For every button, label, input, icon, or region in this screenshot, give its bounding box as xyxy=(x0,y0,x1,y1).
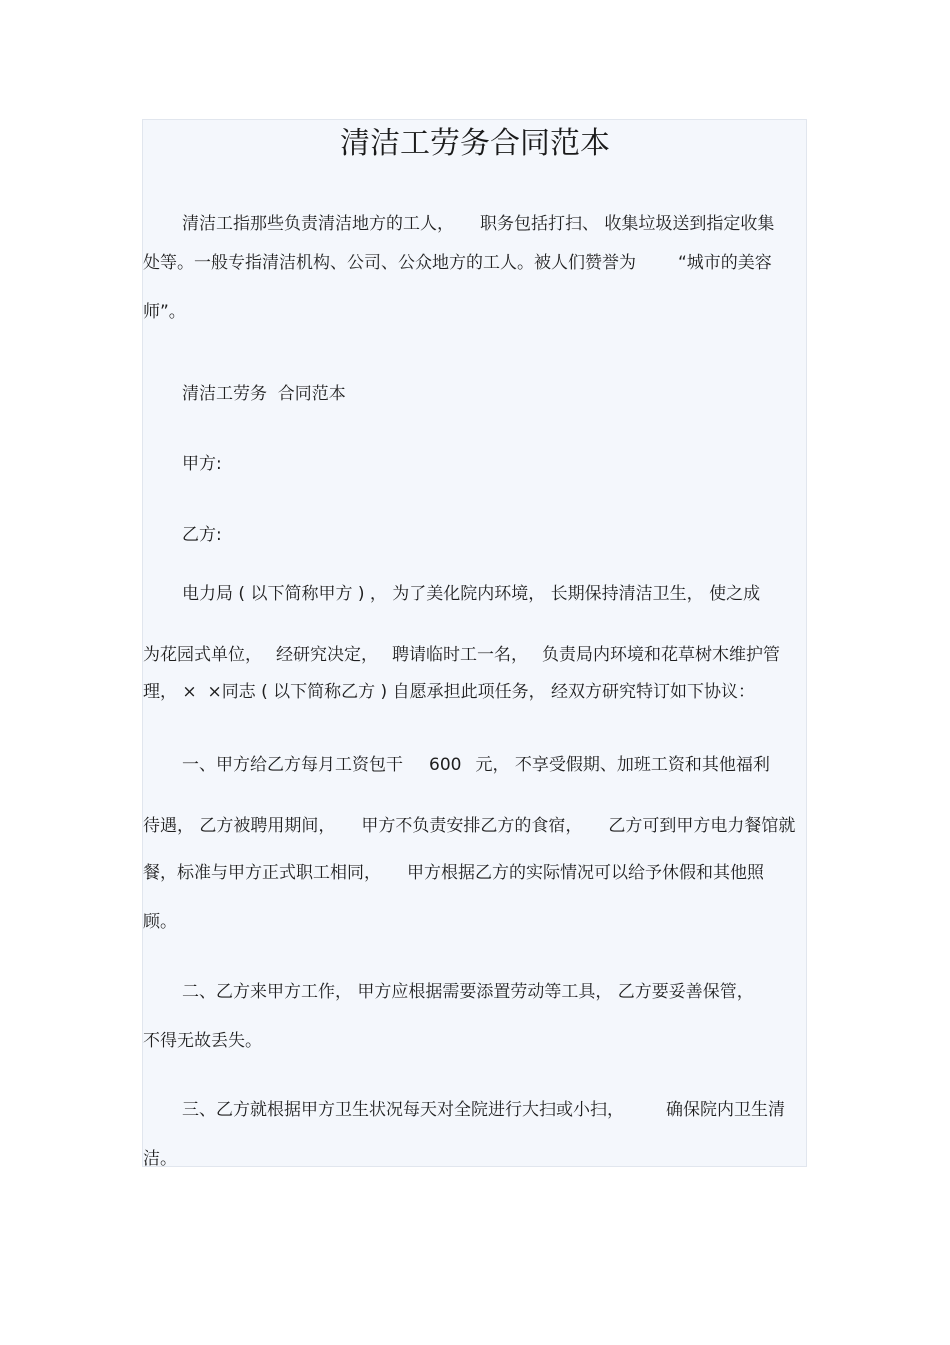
intro-line-1-part-1: 清洁工指那些负责清洁地方的工人， xyxy=(182,214,454,234)
intro-line-1-part-2: 职务包括打扫、 收集垃圾送到指定收集 xyxy=(480,214,775,234)
salary-amount: 600 xyxy=(429,755,462,775)
clause-1-line-2-part-3: 乙方可到甲方电力餐馆就 xyxy=(608,816,796,836)
party-b-label: 乙方: xyxy=(182,525,222,545)
preamble-line-2-part-4: 负责局内环境和花草树木维护管 xyxy=(542,645,780,665)
preamble-line-2 xyxy=(143,645,780,665)
clause-3-line-2: 洁。 xyxy=(143,1149,177,1169)
clause-1-line-3-part-2: 甲方根据乙方的实际情况可以给予休假和其他照 xyxy=(407,863,764,883)
preamble-line-3: 理， × ×同志 ( 以下简称乙方 ) 自愿承担此项任务， 经双方研究特订如下协议： xyxy=(143,682,755,702)
clause-1-line-1-part-3: 元， 不享受假期、加班工资和其他福利 xyxy=(475,755,770,775)
intro-line-2-part-1: 处等。一般专指清洁机构、公司、公众地方的工人。被人们赞誉为 xyxy=(143,253,636,273)
clause-1-line-3 xyxy=(143,863,764,883)
preamble-line-2-part-2: 经研究决定， xyxy=(276,645,378,665)
intro-line-1 xyxy=(182,214,774,234)
party-a-label: 甲方: xyxy=(182,454,222,474)
document-panel xyxy=(142,119,807,1167)
clause-3-line-1 xyxy=(182,1100,785,1120)
clause-1-line-4: 顾。 xyxy=(143,912,177,932)
intro-line-2-part-2: “城市的美容 xyxy=(678,253,772,273)
clause-1-line-1-part-1: 一、甲方给乙方每月工资包干 xyxy=(182,755,403,775)
preamble-line-1: 电力局 ( 以下简称甲方 ) ， 为了美化院内环境， 长期保持清洁卫生， 使之成 xyxy=(182,584,761,604)
clause-1-line-3-part-1: 餐，标准与甲方正式职工相同， xyxy=(143,863,381,883)
clause-2-line-2: 不得无故丢失。 xyxy=(143,1031,262,1051)
intro-line-2 xyxy=(143,253,772,273)
clause-3-line-1-part-2: 确保院内卫生清 xyxy=(666,1100,785,1120)
document-title: 清洁工劳务合同范本 xyxy=(340,126,610,161)
clause-1-line-2 xyxy=(143,816,795,836)
preamble-line-2-part-1: 为花园式单位， xyxy=(143,645,262,665)
preamble-line-2-part-3: 聘请临时工一名， xyxy=(392,645,528,665)
contract-heading: 清洁工劳务 合同范本 xyxy=(182,384,346,404)
clause-3-line-1-part-1: 三、乙方就根据甲方卫生状况每天对全院进行大扫或小扫， xyxy=(182,1100,624,1120)
clause-1-line-2-part-2: 甲方不负责安排乙方的食宿， xyxy=(361,816,583,836)
clause-2-line-1: 二、乙方来甲方工作， 甲方应根据需要添置劳动等工具， 乙方要妥善保管， xyxy=(182,982,754,1002)
intro-line-3: 师”。 xyxy=(143,302,186,322)
clause-1-line-1 xyxy=(182,755,770,775)
clause-1-line-2-part-1: 待遇， 乙方被聘用期间， xyxy=(143,816,336,836)
